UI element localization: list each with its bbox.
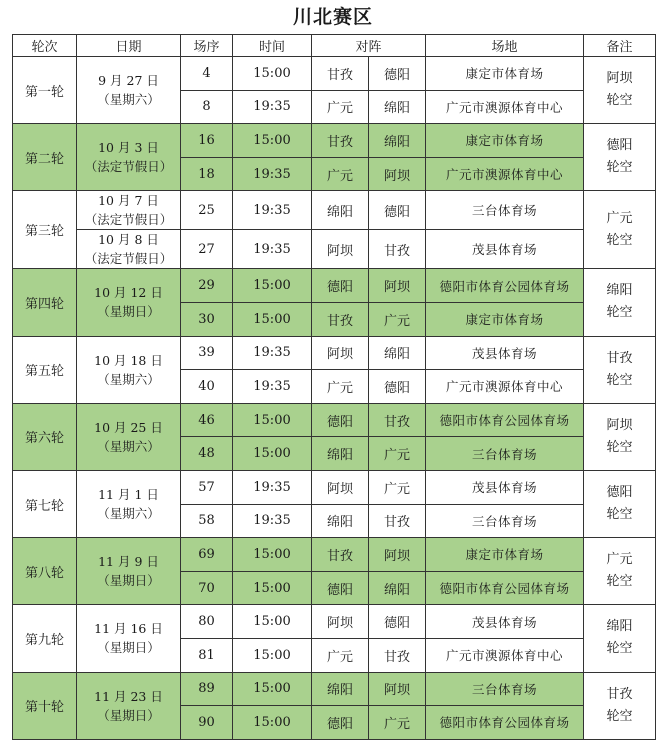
round-label: 第八轮 [13, 538, 77, 605]
date-line: 10 月 25 日 [94, 419, 163, 435]
venue: 康定市体育场 [426, 302, 584, 336]
match-number: 8 [181, 90, 233, 124]
away-team: 阿坝 [369, 672, 426, 706]
note-line: 轮空 [606, 439, 633, 455]
round-label: 第六轮 [13, 403, 77, 470]
match-time: 19:35 [233, 157, 312, 191]
note-line: 轮空 [606, 507, 633, 523]
date-line: 11 月 16 日 [94, 621, 163, 637]
venue: 茂县体育场 [426, 470, 584, 504]
away-team: 绵阳 [369, 124, 426, 158]
match-time: 19:35 [233, 470, 312, 504]
date-line: （法定节假日） [84, 159, 173, 175]
away-team: 德阳 [369, 605, 426, 639]
schedule-body [13, 57, 656, 740]
bye-note [584, 57, 656, 124]
match-number: 89 [181, 672, 233, 706]
away-team: 广元 [369, 302, 426, 336]
bye-note [584, 191, 656, 269]
round-label: 第四轮 [13, 269, 77, 336]
away-team: 阿坝 [369, 269, 426, 303]
home-team: 阿坝 [312, 336, 369, 370]
match-row [13, 672, 656, 706]
home-team: 绵阳 [312, 191, 369, 230]
round-label: 第五轮 [13, 336, 77, 403]
bye-note [584, 269, 656, 336]
away-team: 德阳 [369, 57, 426, 91]
match-row [13, 403, 656, 437]
match-time: 19:35 [233, 504, 312, 538]
away-team: 阿坝 [369, 538, 426, 572]
bye-note [584, 336, 656, 403]
match-number: 29 [181, 269, 233, 303]
header-date: 日期 [77, 35, 181, 57]
match-number: 48 [181, 437, 233, 471]
match-number: 27 [181, 230, 233, 269]
match-time: 15:00 [233, 403, 312, 437]
away-team: 甘孜 [369, 230, 426, 269]
date-line: 10 月 8 日 [98, 232, 159, 248]
venue: 三台体育场 [426, 672, 584, 706]
venue: 康定市体育场 [426, 124, 584, 158]
home-team: 广元 [312, 157, 369, 191]
venue: 康定市体育场 [426, 538, 584, 572]
venue: 广元市澳源体育中心 [426, 370, 584, 404]
date-line: （星期六） [97, 371, 160, 387]
home-team: 甘孜 [312, 538, 369, 572]
note-line: 德阳 [606, 485, 633, 501]
home-team: 甘孜 [312, 302, 369, 336]
round-label: 第二轮 [13, 124, 77, 191]
match-number: 90 [181, 706, 233, 740]
venue: 广元市澳源体育中心 [426, 157, 584, 191]
venue: 德阳市体育公园体育场 [426, 269, 584, 303]
round-label: 第一轮 [13, 57, 77, 124]
note-line: 轮空 [606, 160, 633, 176]
away-team: 德阳 [369, 370, 426, 404]
match-time: 15:00 [233, 57, 312, 91]
venue: 茂县体育场 [426, 605, 584, 639]
match-time: 15:00 [233, 538, 312, 572]
match-number: 57 [181, 470, 233, 504]
home-team: 绵阳 [312, 672, 369, 706]
match-number: 81 [181, 638, 233, 672]
note-line: 轮空 [606, 574, 633, 590]
match-number: 80 [181, 605, 233, 639]
bye-note [584, 538, 656, 605]
home-team: 绵阳 [312, 437, 369, 471]
match-date [77, 230, 181, 269]
match-time: 15:00 [233, 605, 312, 639]
home-team: 甘孜 [312, 57, 369, 91]
note-line: 轮空 [606, 93, 633, 109]
venue: 德阳市体育公园体育场 [426, 403, 584, 437]
page-title: 川北赛区 [292, 6, 373, 28]
home-team: 阿坝 [312, 470, 369, 504]
header-row [13, 35, 656, 57]
match-row [13, 538, 656, 572]
date-line: （星期六） [97, 438, 160, 454]
away-team: 德阳 [369, 191, 426, 230]
match-time: 19:35 [233, 191, 312, 230]
away-team: 绵阳 [369, 571, 426, 605]
match-date [77, 124, 181, 191]
match-date [77, 470, 181, 537]
note-line: 轮空 [606, 708, 633, 724]
home-team: 广元 [312, 638, 369, 672]
round-label: 第三轮 [13, 191, 77, 269]
note-line: 德阳 [606, 138, 633, 154]
match-row [13, 230, 656, 269]
away-team: 阿坝 [369, 157, 426, 191]
note-line: 轮空 [606, 305, 633, 321]
note-line: 广元 [606, 210, 633, 226]
date-line: 11 月 23 日 [94, 688, 163, 704]
round-label: 第十轮 [13, 672, 77, 739]
note-line: 轮空 [606, 641, 633, 657]
match-row [13, 57, 656, 91]
venue: 三台体育场 [426, 437, 584, 471]
match-number: 46 [181, 403, 233, 437]
match-date [77, 191, 181, 230]
match-number: 18 [181, 157, 233, 191]
round-label: 第七轮 [13, 470, 77, 537]
away-team: 广元 [369, 437, 426, 471]
date-line: （星期日） [97, 707, 160, 723]
match-time: 19:35 [233, 90, 312, 124]
match-number: 58 [181, 504, 233, 538]
date-line: 11 月 9 日 [98, 554, 159, 570]
date-line: （星期六） [97, 506, 160, 522]
home-team: 德阳 [312, 403, 369, 437]
match-time: 15:00 [233, 672, 312, 706]
home-team: 德阳 [312, 706, 369, 740]
away-team: 广元 [369, 706, 426, 740]
home-team: 绵阳 [312, 504, 369, 538]
note-line: 轮空 [606, 372, 633, 388]
note-line: 绵阳 [606, 283, 633, 299]
note-line: 甘孜 [606, 350, 633, 366]
match-row [13, 470, 656, 504]
home-team: 广元 [312, 90, 369, 124]
date-line: （法定节假日） [84, 251, 173, 267]
match-time: 15:00 [233, 302, 312, 336]
header-match-no: 场序 [181, 35, 233, 57]
note-line: 甘孜 [606, 686, 633, 702]
note-line: 绵阳 [606, 619, 633, 635]
bye-note [584, 605, 656, 672]
match-time: 15:00 [233, 706, 312, 740]
match-number: 16 [181, 124, 233, 158]
match-row [13, 191, 656, 230]
match-date [77, 57, 181, 124]
match-time: 15:00 [233, 269, 312, 303]
match-number: 70 [181, 571, 233, 605]
schedule-table [12, 34, 656, 740]
match-date [77, 336, 181, 403]
home-team: 广元 [312, 370, 369, 404]
bye-note [584, 470, 656, 537]
home-team: 德阳 [312, 269, 369, 303]
match-time: 15:00 [233, 437, 312, 471]
match-time: 15:00 [233, 571, 312, 605]
match-time: 19:35 [233, 230, 312, 269]
match-date [77, 538, 181, 605]
note-line: 轮空 [606, 232, 633, 248]
date-line: （星期日） [97, 640, 160, 656]
match-time: 19:35 [233, 336, 312, 370]
home-team: 德阳 [312, 571, 369, 605]
venue: 康定市体育场 [426, 57, 584, 91]
away-team: 绵阳 [369, 336, 426, 370]
date-line: 11 月 1 日 [98, 487, 159, 503]
header-note: 备注 [584, 35, 656, 57]
date-line: 10 月 3 日 [98, 140, 159, 156]
header-round: 轮次 [13, 35, 77, 57]
match-time: 15:00 [233, 124, 312, 158]
match-row [13, 124, 656, 158]
header-time: 时间 [233, 35, 312, 57]
venue: 广元市澳源体育中心 [426, 638, 584, 672]
match-date [77, 403, 181, 470]
away-team: 甘孜 [369, 504, 426, 538]
match-number: 25 [181, 191, 233, 230]
note-line: 广元 [606, 552, 633, 568]
venue: 德阳市体育公园体育场 [426, 571, 584, 605]
match-row [13, 336, 656, 370]
bye-note [584, 403, 656, 470]
header-venue: 场地 [426, 35, 584, 57]
away-team: 甘孜 [369, 638, 426, 672]
round-label: 第九轮 [13, 605, 77, 672]
venue: 茂县体育场 [426, 336, 584, 370]
venue: 德阳市体育公园体育场 [426, 706, 584, 740]
venue: 三台体育场 [426, 504, 584, 538]
venue: 广元市澳源体育中心 [426, 90, 584, 124]
match-row [13, 605, 656, 639]
date-line: 10 月 7 日 [98, 193, 159, 209]
match-number: 30 [181, 302, 233, 336]
date-line: 10 月 12 日 [94, 285, 163, 301]
venue: 茂县体育场 [426, 230, 584, 269]
match-date [77, 269, 181, 336]
note-line: 阿坝 [606, 417, 633, 433]
date-line: （星期日） [97, 304, 160, 320]
match-number: 69 [181, 538, 233, 572]
note-line: 阿坝 [606, 71, 633, 87]
date-line: （星期六） [97, 92, 160, 108]
match-time: 15:00 [233, 638, 312, 672]
match-date [77, 672, 181, 739]
date-line: （星期日） [97, 573, 160, 589]
date-line: 9 月 27 日 [98, 73, 159, 89]
date-line: （法定节假日） [84, 212, 173, 228]
match-time: 19:35 [233, 370, 312, 404]
away-team: 甘孜 [369, 403, 426, 437]
home-team: 阿坝 [312, 230, 369, 269]
header-matchup: 对阵 [312, 35, 426, 57]
home-team: 阿坝 [312, 605, 369, 639]
bye-note [584, 124, 656, 191]
match-number: 39 [181, 336, 233, 370]
away-team: 绵阳 [369, 90, 426, 124]
match-date [77, 605, 181, 672]
match-number: 40 [181, 370, 233, 404]
date-line: 10 月 18 日 [94, 352, 163, 368]
venue: 三台体育场 [426, 191, 584, 230]
bye-note [584, 672, 656, 739]
away-team: 广元 [369, 470, 426, 504]
home-team: 甘孜 [312, 124, 369, 158]
match-number: 4 [181, 57, 233, 91]
match-row [13, 269, 656, 303]
